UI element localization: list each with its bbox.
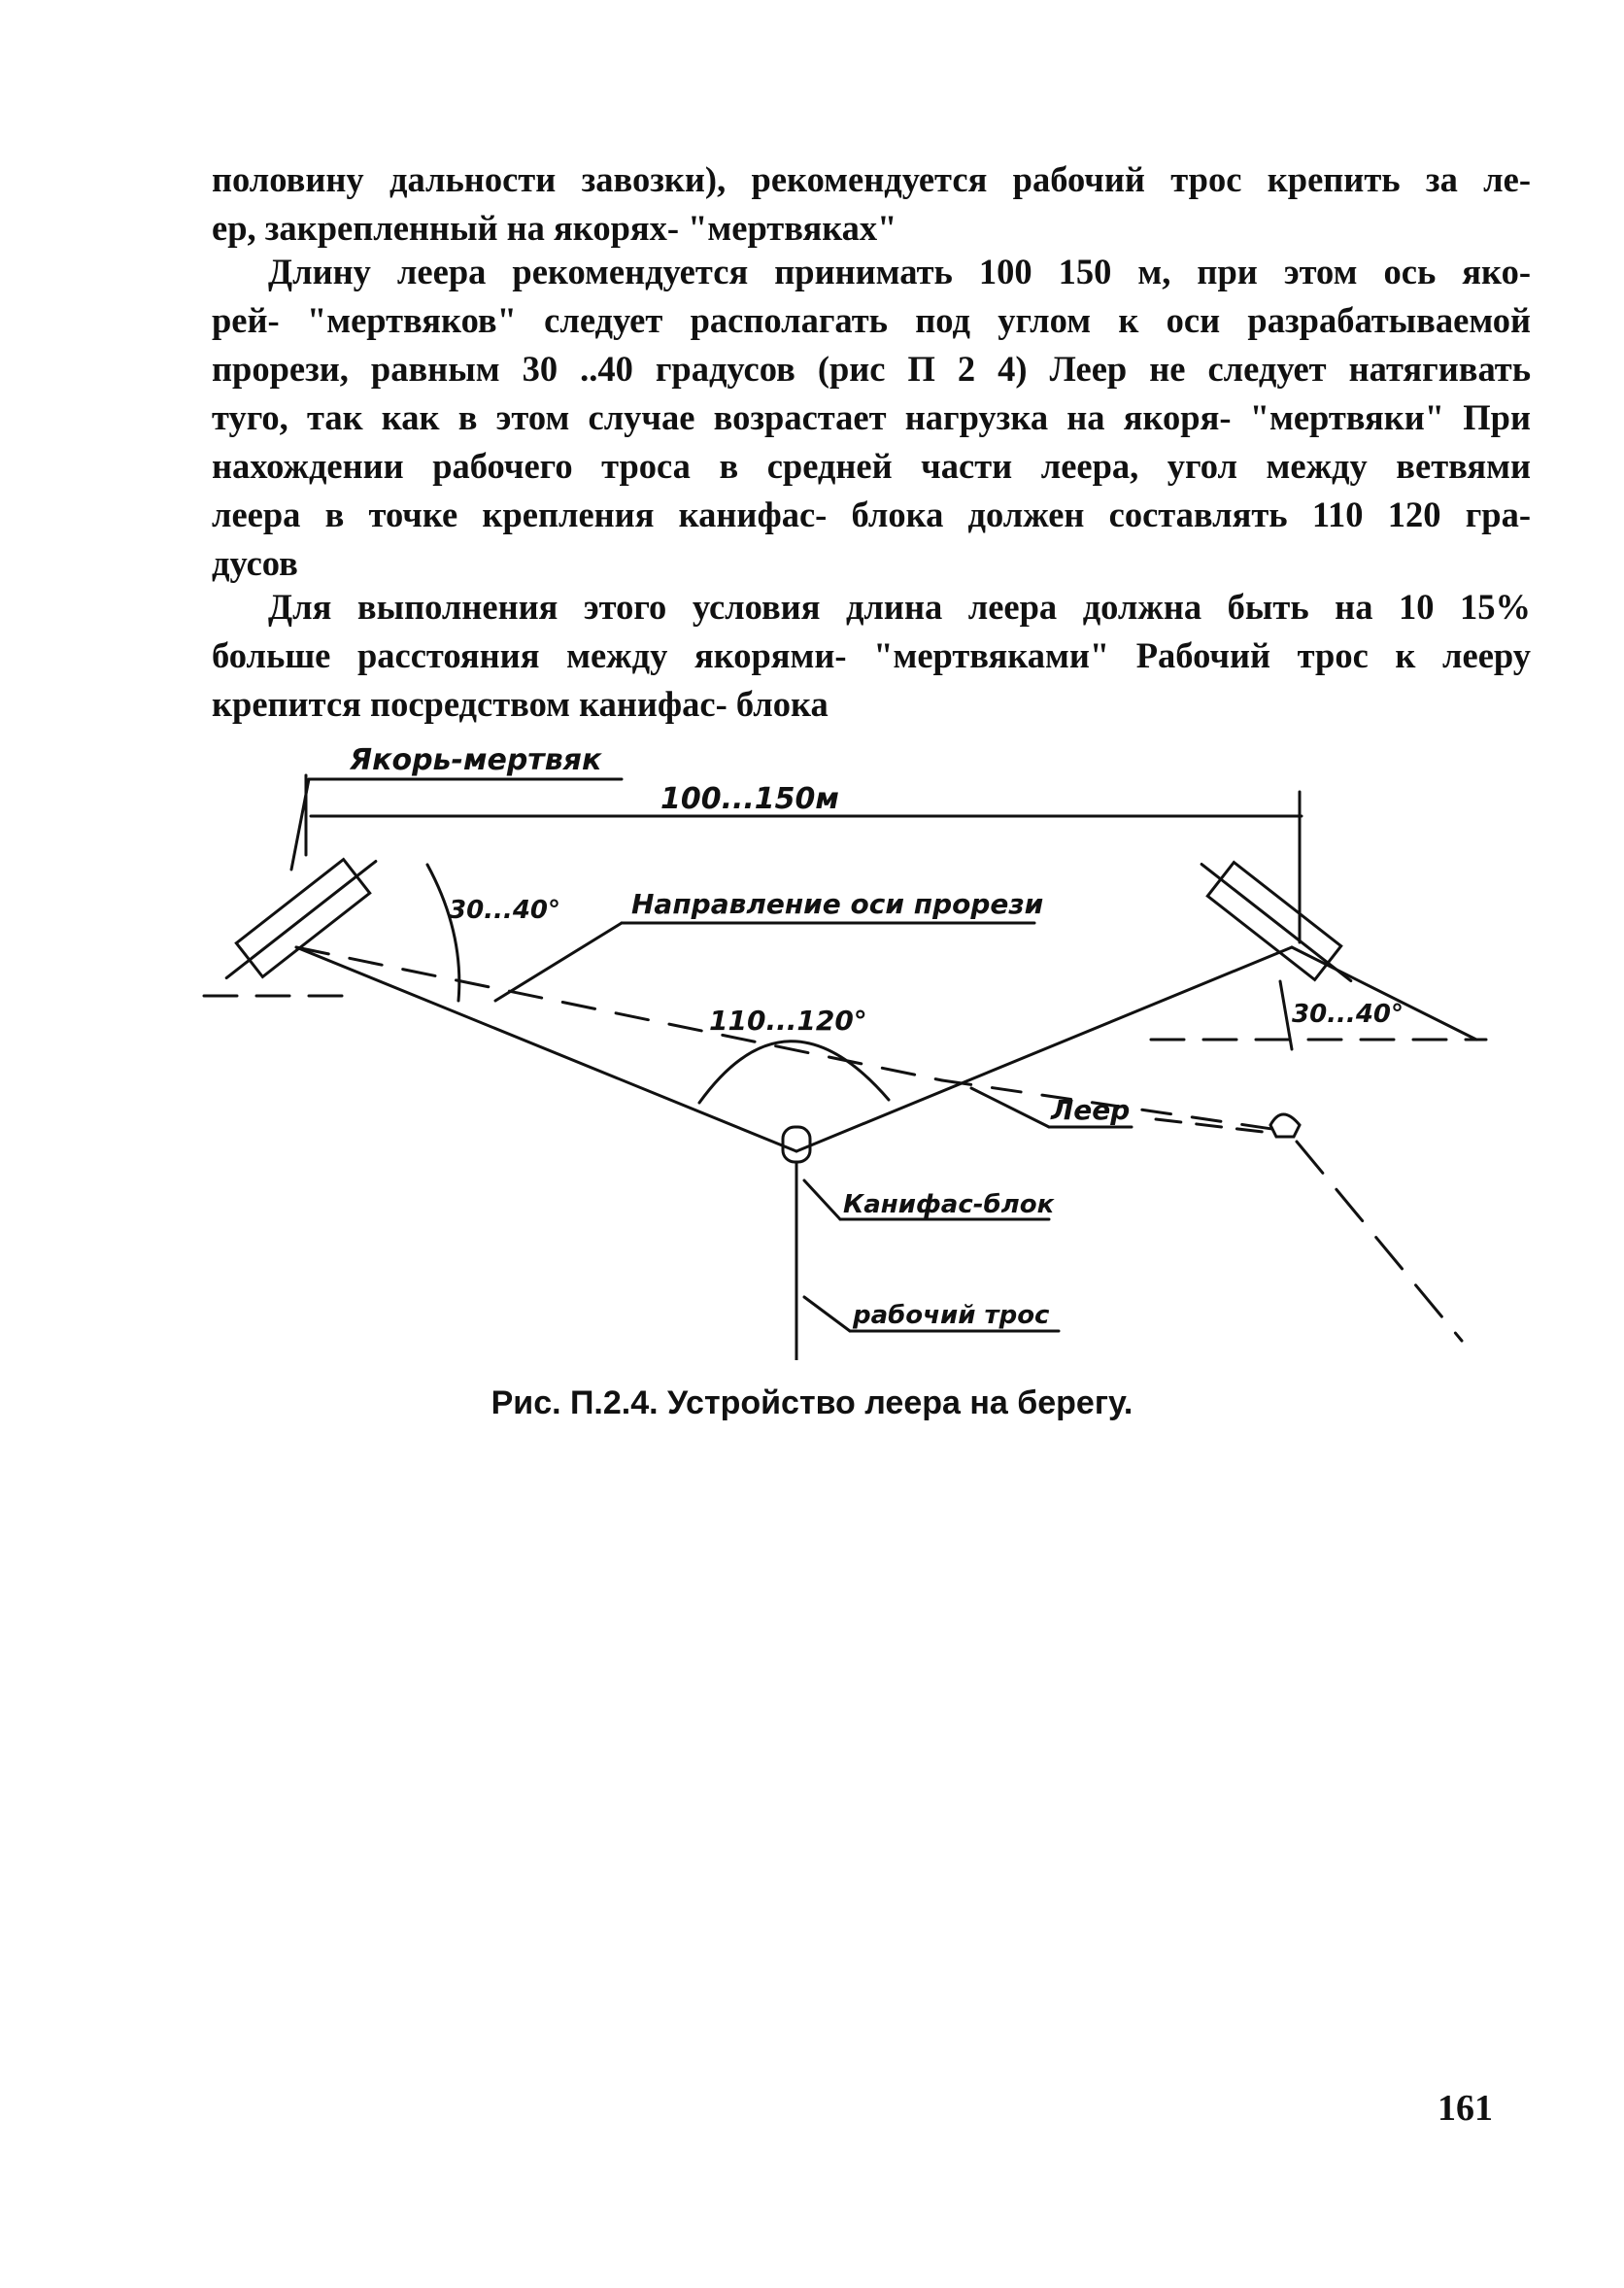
text-line: рей- "мертвяков" следует располагать под углом к оси разрабатываемой xyxy=(212,300,1531,340)
alt-block-shape xyxy=(1270,1114,1300,1137)
text-line: ер, закрепленный на якорях- "мертвяках" xyxy=(212,208,897,248)
text-line: Для выполнения этого условия длина леера должна быть на 10 15% xyxy=(268,587,1531,627)
angle-arc-left xyxy=(427,865,459,1001)
text-line: прорези, равным 30 ..40 градусов (рис П 2 4) Леер не следует натягивать xyxy=(212,349,1531,389)
right-angle-label: 30...40° xyxy=(1292,1000,1404,1029)
center-angle-label: 110...120° xyxy=(709,1005,867,1037)
paragraph-3 xyxy=(212,583,1531,729)
length-label: 100...150м xyxy=(660,782,839,816)
text-line: крепится посредством канифас- блока xyxy=(212,684,829,724)
block-label: Канифас-блок xyxy=(843,1190,1055,1219)
alt-rope-dashed xyxy=(1297,1142,1462,1341)
left-anchor xyxy=(214,844,389,995)
figure-caption: Рис. П.2.4. Устройство леера на берегу. xyxy=(491,1384,1133,1421)
block-label-leader xyxy=(804,1180,840,1219)
page-number: 161 xyxy=(1438,2088,1493,2129)
text-line: половину дальности завозки), рекомендуется рабочий трос крепить за ле- xyxy=(212,159,1531,199)
pulley-block-shape xyxy=(783,1127,810,1162)
paragraph-2 xyxy=(212,248,1531,588)
text-line: больше расстояния между якорями- "мертвяками" Рабочий трос к лееру xyxy=(212,635,1531,675)
text-line: Длину леера рекомендуется принимать 100 150 м, при этом ось яко- xyxy=(268,252,1531,291)
leer-label-leader xyxy=(971,1088,1049,1127)
leer-left xyxy=(296,947,796,1151)
right-anchor xyxy=(1189,847,1365,998)
rope-label: рабочий трос xyxy=(853,1301,1050,1330)
text-line: туго, так как в этом случае возрастает нагрузка на якоря- "мертвяки" При xyxy=(212,397,1531,437)
rope-label-leader xyxy=(804,1297,850,1331)
left-angle-label: 30...40° xyxy=(449,896,560,925)
anchor-label: Якорь-мертвяк xyxy=(350,743,602,777)
text-line: нахождении рабочего троса в средней части леера, угол между ветвями xyxy=(212,446,1531,486)
axis-direction-label: Направление оси прорези xyxy=(631,888,1044,920)
leer-diagram xyxy=(194,738,1515,1360)
paragraph-1 xyxy=(212,155,1531,253)
leer-label: Леер xyxy=(1051,1094,1131,1126)
text-line: леера в точке крепления канифас- блока должен составлять 110 120 гра- xyxy=(212,495,1531,534)
text-line: дусов xyxy=(212,543,298,583)
axis-label-leader xyxy=(495,923,622,1001)
